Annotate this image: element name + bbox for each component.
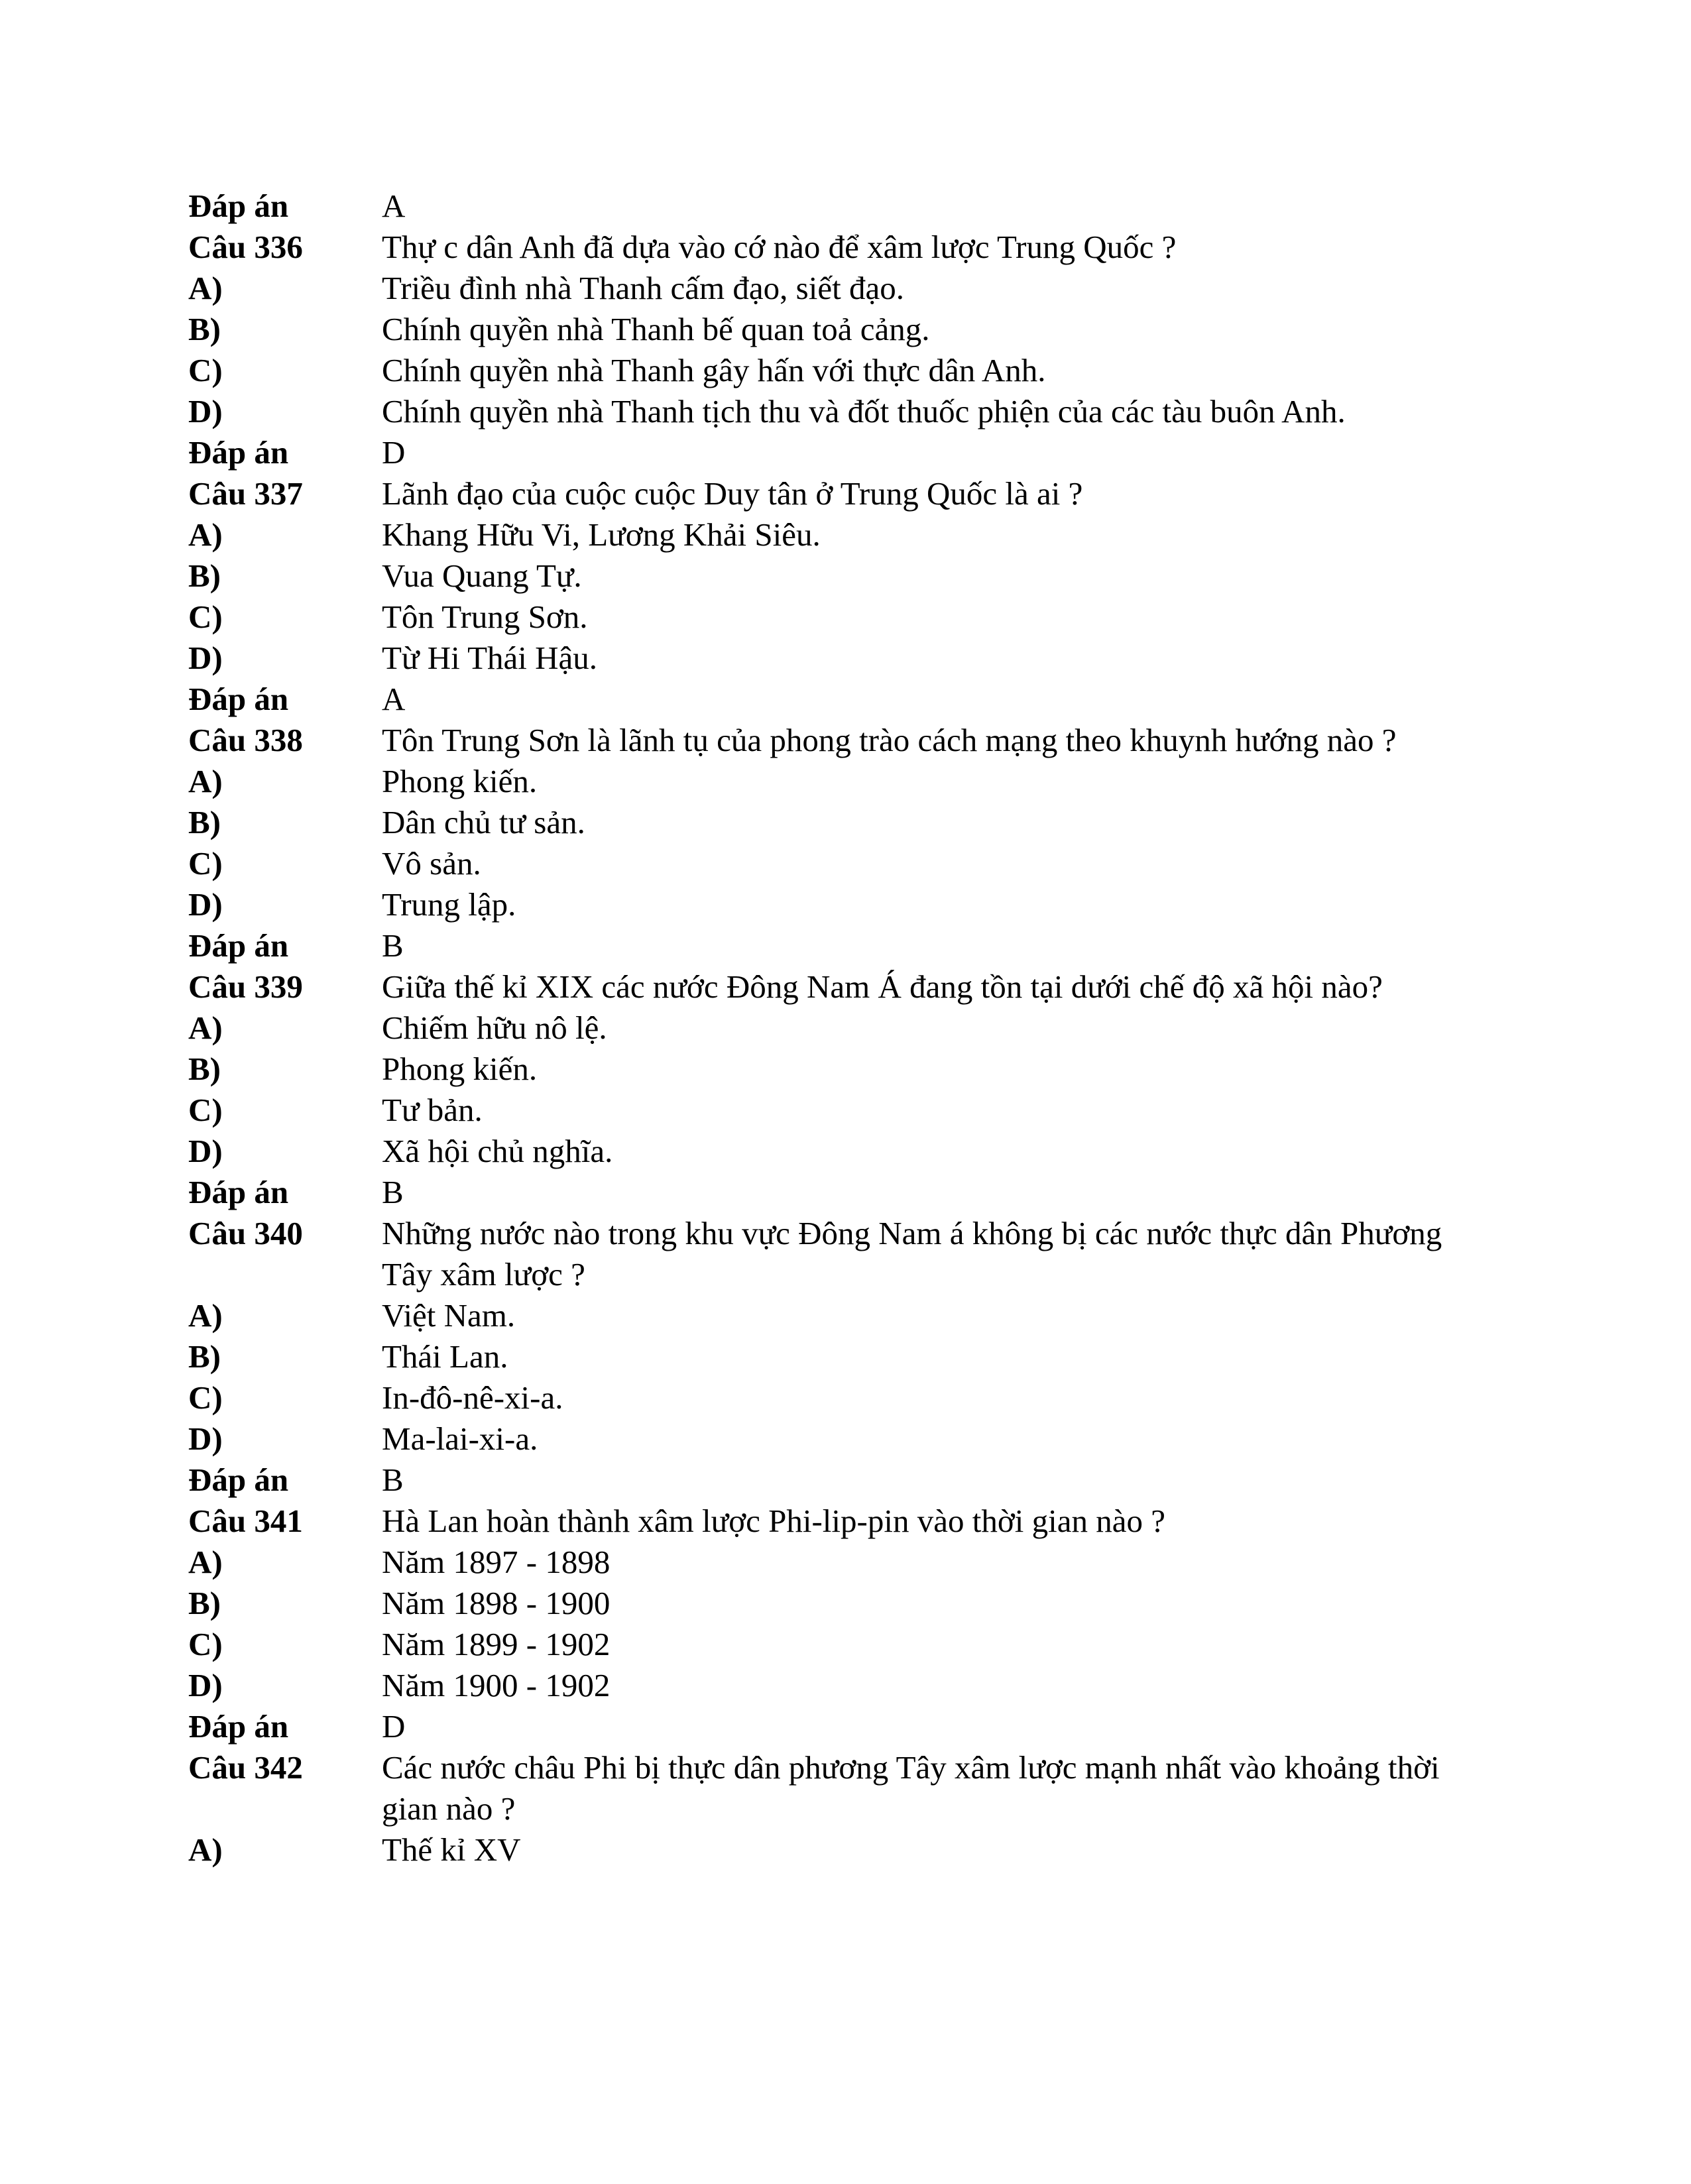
option-row: [188, 514, 1514, 555]
question-row: [188, 720, 1514, 761]
row-text: B: [382, 927, 404, 964]
row-text: Các nước châu Phi bị thực dân phương Tây xâm lược mạnh nhất vào khoảng thời gian nào ?: [382, 1749, 1440, 1827]
row-text: Năm 1898 - 1900: [382, 1585, 611, 1621]
question-row: [188, 1501, 1514, 1542]
row-text: Dân chủ tư sản.: [382, 804, 585, 840]
answer-row: [188, 1172, 1514, 1213]
row-text: Việt Nam.: [382, 1297, 516, 1334]
row-label: D): [188, 886, 223, 923]
option-row: [188, 597, 1514, 638]
option-row: [188, 350, 1514, 391]
row-label: B): [188, 804, 221, 840]
row-label: D): [188, 1667, 223, 1703]
option-row: [188, 1583, 1514, 1624]
row-label: B): [188, 311, 221, 347]
option-row: [188, 1542, 1514, 1583]
row-text: Năm 1899 - 1902: [382, 1626, 611, 1662]
row-label: D): [188, 1133, 223, 1169]
row-label: A): [188, 763, 223, 799]
option-row: [188, 1090, 1514, 1131]
option-row: [188, 1829, 1514, 1870]
row-text: Ma-lai-xi-a.: [382, 1420, 538, 1457]
row-text: Chính quyền nhà Thanh tịch thu và đốt thuốc phiện của các tàu buôn Anh.: [382, 393, 1346, 430]
row-label: Đáp án: [188, 681, 289, 717]
row-text: A: [382, 681, 406, 717]
row-text: Chính quyền nhà Thanh bế quan toả cảng.: [382, 311, 930, 347]
row-label: Câu 342: [188, 1749, 303, 1786]
row-text: Tôn Trung Sơn.: [382, 599, 588, 635]
row-label: Câu 340: [188, 1215, 303, 1251]
row-label: D): [188, 640, 223, 676]
row-text: Giữa thế kỉ XIX các nước Đông Nam Á đang tồn tại dưới chế độ xã hội nào?: [382, 968, 1383, 1005]
answer-row: [188, 432, 1514, 473]
answer-row: [188, 925, 1514, 966]
row-text: Tư bản.: [382, 1092, 483, 1128]
option-row: [188, 555, 1514, 597]
row-label: Câu 338: [188, 722, 303, 758]
option-row: [188, 1665, 1514, 1706]
row-text: Những nước nào trong khu vực Đông Nam á không bị các nước thực dân Phương Tây xâm lược ?: [382, 1215, 1442, 1293]
question-row: [188, 1213, 1514, 1295]
option-row: [188, 1049, 1514, 1090]
row-text: In-đô-nê-xi-a.: [382, 1379, 563, 1416]
row-text: Trung lập.: [382, 886, 516, 923]
row-label: Đáp án: [188, 1174, 289, 1210]
question-row: [188, 473, 1514, 514]
row-label: Đáp án: [188, 434, 289, 471]
option-row: [188, 1418, 1514, 1460]
row-label: A): [188, 516, 223, 553]
row-label: C): [188, 599, 223, 635]
row-label: A): [188, 270, 223, 306]
option-row: [188, 1624, 1514, 1665]
option-row: [188, 843, 1514, 884]
option-row: [188, 1295, 1514, 1336]
row-text: B: [382, 1462, 404, 1498]
option-row: [188, 638, 1514, 679]
option-row: [188, 1336, 1514, 1377]
row-text: Lãnh đạo của cuộc cuộc Duy tân ở Trung Quốc là ai ?: [382, 475, 1083, 512]
row-label: C): [188, 1626, 223, 1662]
row-text: Tôn Trung Sơn là lãnh tụ của phong trào cách mạng theo khuynh hướng nào ?: [382, 722, 1397, 758]
row-text: Phong kiến.: [382, 1051, 538, 1087]
row-text: Chiếm hữu nô lệ.: [382, 1009, 607, 1046]
option-row: [188, 268, 1514, 309]
row-text: Thế kỉ XV: [382, 1831, 521, 1868]
option-row: [188, 802, 1514, 843]
option-row: [188, 1377, 1514, 1418]
row-label: Đáp án: [188, 188, 289, 224]
question-row: [188, 1747, 1514, 1829]
row-text: Triều đình nhà Thanh cấm đạo, siết đạo.: [382, 270, 904, 306]
row-label: Đáp án: [188, 927, 289, 964]
row-label: C): [188, 352, 223, 388]
answer-row: [188, 1706, 1514, 1747]
row-label: D): [188, 393, 223, 430]
row-text: Vô sản.: [382, 845, 481, 882]
row-text: D: [382, 434, 406, 471]
option-row: [188, 761, 1514, 802]
row-label: A): [188, 1297, 223, 1334]
row-label: Đáp án: [188, 1708, 289, 1745]
row-text: B: [382, 1174, 404, 1210]
option-row: [188, 309, 1514, 350]
answer-row: [188, 679, 1514, 720]
row-label: B): [188, 557, 221, 594]
row-label: C): [188, 1092, 223, 1128]
row-label: B): [188, 1585, 221, 1621]
option-row: [188, 1007, 1514, 1049]
row-label: Câu 339: [188, 968, 303, 1005]
answer-row: [188, 1460, 1514, 1501]
row-label: C): [188, 845, 223, 882]
row-label: Câu 336: [188, 229, 303, 265]
row-text: Khang Hữu Vi, Lương Khải Siêu.: [382, 516, 821, 553]
row-label: B): [188, 1338, 221, 1375]
row-text: Chính quyền nhà Thanh gây hấn với thực dân Anh.: [382, 352, 1046, 388]
row-label: C): [188, 1379, 223, 1416]
row-text: Hà Lan hoàn thành xâm lược Phi-lip-pin vào thời gian nào ?: [382, 1503, 1165, 1539]
row-text: Phong kiến.: [382, 763, 538, 799]
row-text: Thái Lan.: [382, 1338, 508, 1375]
question-row: [188, 227, 1514, 268]
row-text: A: [382, 188, 406, 224]
question-row: [188, 966, 1514, 1007]
answer-row: [188, 186, 1514, 227]
row-text: Xã hội chủ nghĩa.: [382, 1133, 613, 1169]
option-row: [188, 884, 1514, 925]
option-row: [188, 1131, 1514, 1172]
row-label: Câu 337: [188, 475, 303, 512]
row-label: A): [188, 1831, 223, 1868]
row-label: A): [188, 1009, 223, 1046]
row-text: Năm 1900 - 1902: [382, 1667, 611, 1703]
row-text: Từ Hi Thái Hậu.: [382, 640, 598, 676]
row-text: Vua Quang Tự.: [382, 557, 582, 594]
row-text: Năm 1897 - 1898: [382, 1544, 611, 1580]
row-label: Đáp án: [188, 1462, 289, 1498]
row-label: D): [188, 1420, 223, 1457]
row-label: A): [188, 1544, 223, 1580]
question-list: [188, 186, 1514, 1870]
row-label: B): [188, 1051, 221, 1087]
row-text: D: [382, 1708, 406, 1745]
row-text: Thự c dân Anh đã dựa vào cớ nào để xâm lược Trung Quốc ?: [382, 229, 1177, 265]
option-row: [188, 391, 1514, 432]
row-label: Câu 341: [188, 1503, 303, 1539]
